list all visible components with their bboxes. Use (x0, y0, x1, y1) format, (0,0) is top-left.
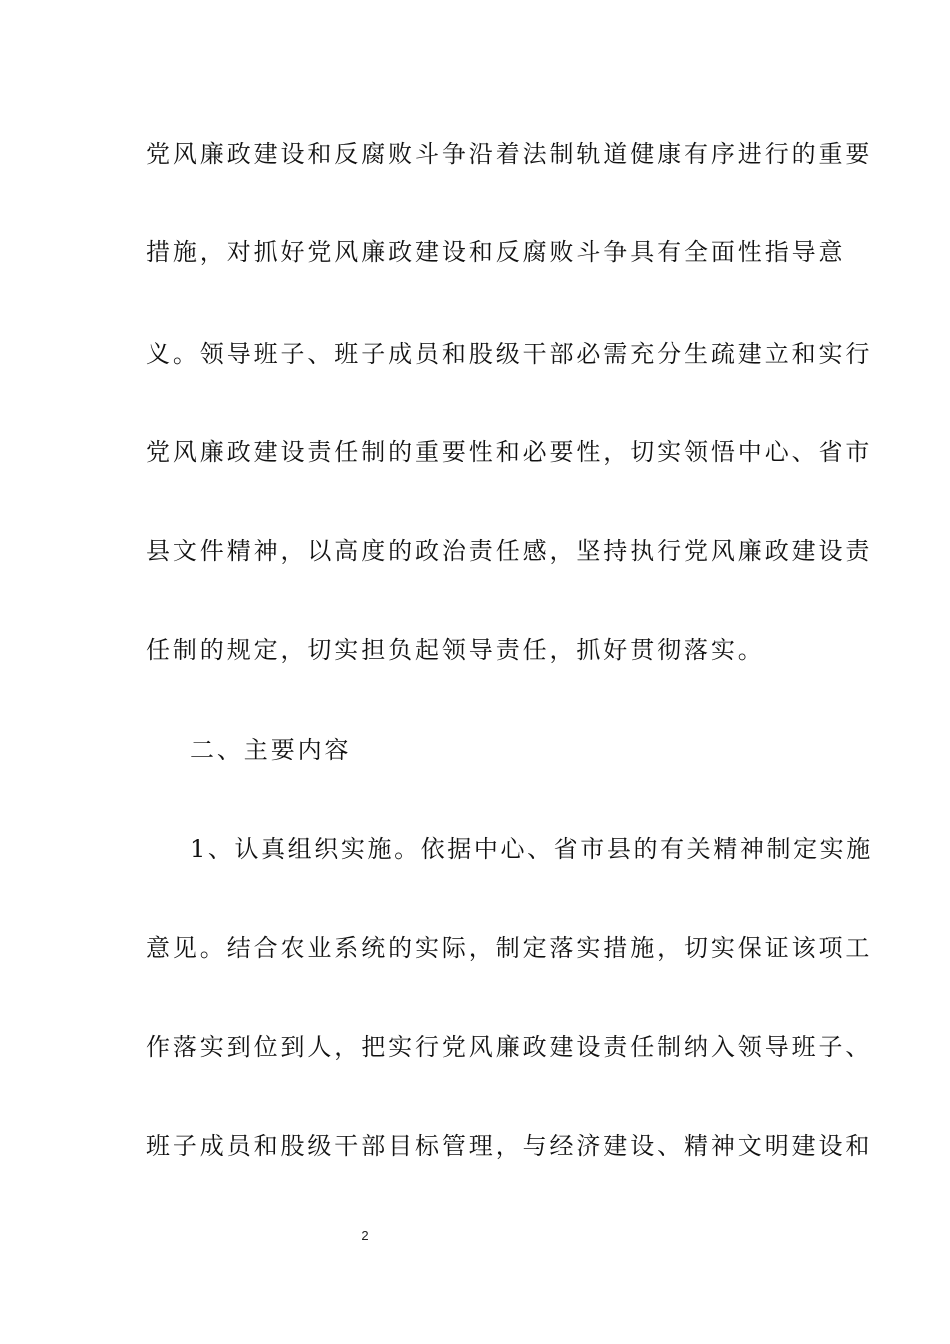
body-text-line: 县文件精神，以高度的政治责任感，坚持执行党风廉政建设责 (146, 537, 873, 565)
section-heading: 二、主要内容 (190, 736, 352, 764)
body-text-line: 班子成员和股级干部目标管理，与经济建设、精神文明建设和 (146, 1132, 873, 1160)
body-text-line: 任制的规定，切实担负起领导责任，抓好贯彻落实。 (146, 636, 765, 664)
body-text-line: 1、认真组织实施。依据中心、省市县的有关精神制定实施 (190, 835, 873, 863)
body-text-line: 措施，对抓好党风廉政建设和反腐败斗争具有全面性指导意 (146, 238, 846, 266)
body-text-line: 党风廉政建设责任制的重要性和必要性，切实领悟中心、省市 (146, 438, 873, 466)
body-text-line: 意见。结合农业系统的实际，制定落实措施，切实保证该项工 (146, 934, 873, 962)
body-text-line: 党风廉政建设和反腐败斗争沿着法制轨道健康有序进行的重要 (146, 140, 873, 168)
body-text-line: 作落实到位到人，把实行党风廉政建设责任制纳入领导班子、 (146, 1033, 873, 1061)
body-text-line: 义。领导班子、班子成员和股级干部必需充分生疏建立和实行 (146, 340, 873, 368)
page-number: 2 (361, 1228, 369, 1243)
